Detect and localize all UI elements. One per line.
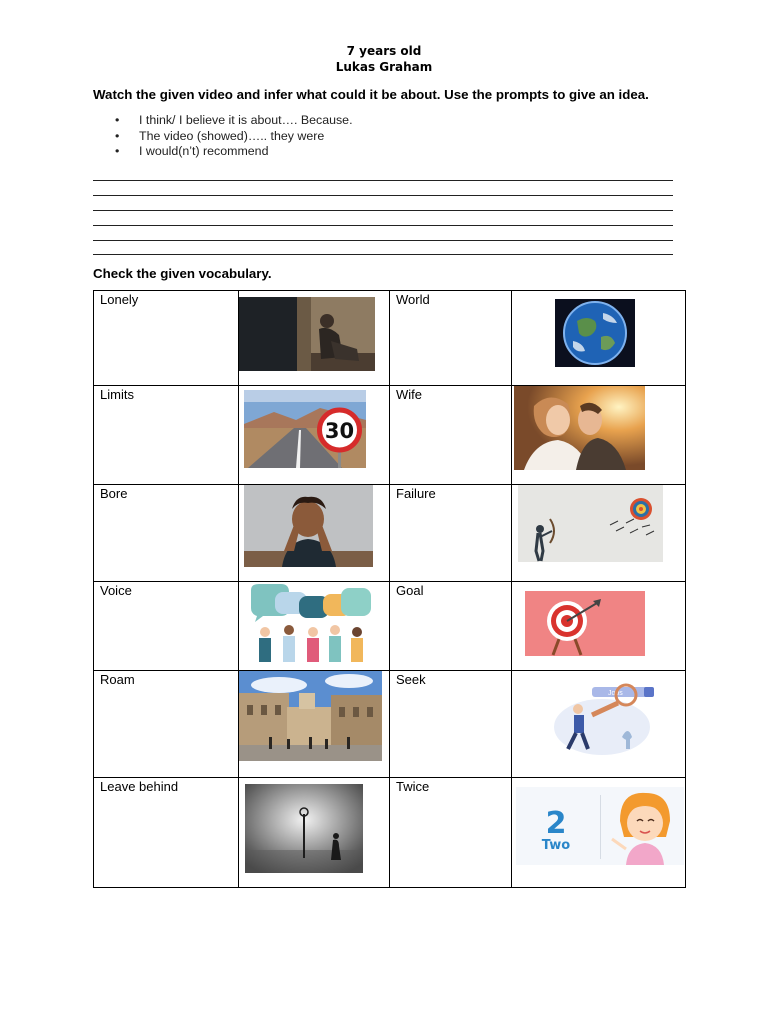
prompt-item: • I would(n’t) recommend [115,144,353,160]
search-bar-label: Jobs [608,690,623,697]
vocabulary-row [94,778,686,888]
vocabulary-row [94,386,686,485]
writing-line[interactable] [93,240,673,241]
vocab-word: Twice [396,779,430,794]
vocabulary-row [94,291,686,386]
instruction-text: Watch the given video and infer what could it be about. Use the prompts to give an idea. [93,87,649,102]
vocab-word: Voice [100,583,132,598]
vocab-image-cell [239,485,390,582]
vocab-word: Lonely [100,292,139,307]
vocab-image-cell [239,291,390,386]
vocab-word-cell [94,582,239,671]
vocab-word: Failure [396,486,436,501]
writing-line[interactable] [93,225,673,226]
vocab-word-cell [390,291,512,386]
writing-line[interactable] [93,195,673,196]
bored-boy-image [244,485,373,567]
song-title-line1: 7 years old [346,44,422,58]
vocab-word: Limits [100,387,134,402]
prompt-list [115,113,353,160]
vocab-word-cell [390,671,512,778]
lonely-street-lamp-image [245,784,363,873]
wedding-couple-image [514,386,645,470]
vocab-image-cell [512,582,686,671]
vocab-image-cell [512,671,686,778]
writing-line[interactable] [93,180,673,181]
vocab-word-cell [94,485,239,582]
vocab-word-cell [390,778,512,888]
vocab-word-cell [390,485,512,582]
prompt-item: • The video (showed)….. they were [115,129,353,145]
vocab-image-cell [239,386,390,485]
vocab-word: World [396,292,430,307]
vocab-word-cell [94,291,239,386]
vocab-image-cell [512,291,686,386]
lonely-man-image [239,297,375,371]
vocab-word: Leave behind [100,779,179,794]
vocab-word: Wife [396,387,422,402]
song-title-line2: Lukas Graham [335,60,433,74]
vocabulary-table [93,290,686,888]
vocab-image-cell [512,778,686,888]
prompt-item: • I think/ I believe it is about…. Because. [115,113,353,129]
archer-missing-target-image [518,485,663,562]
speed-limit-road-image [244,390,366,468]
vocab-word: Goal [396,583,424,598]
vocab-word: Roam [100,672,135,687]
vocab-word: Bore [100,486,128,501]
magnifying-glass-search-image [542,681,662,759]
vocab-word-cell [390,582,512,671]
earth-globe-image [555,299,635,367]
target-arrow-image [525,591,645,656]
vocab-word-cell [94,671,239,778]
two-word-label: Two [541,838,571,853]
vocab-word: Seek [396,672,426,687]
svg-text:30: 30 [324,419,355,443]
writing-line[interactable] [93,254,673,255]
vocab-word-cell [94,386,239,485]
writing-line[interactable] [93,210,673,211]
vocab-image-cell [239,582,390,671]
vocabulary-row [94,671,686,778]
two-girl-image [516,787,684,865]
people-speech-bubbles-image [247,582,373,662]
vocabulary-heading: Check the given vocabulary. [93,266,272,281]
vocab-word-cell [390,386,512,485]
vocab-image-cell [512,386,686,485]
vocabulary-row [94,485,686,582]
vocab-word-cell [94,778,239,888]
vocab-image-cell [239,778,390,888]
city-square-image [239,671,382,761]
vocab-image-cell [239,671,390,778]
two-numeral-label: 2 [545,806,567,841]
vocab-image-cell [512,485,686,582]
vocabulary-row [94,582,686,671]
